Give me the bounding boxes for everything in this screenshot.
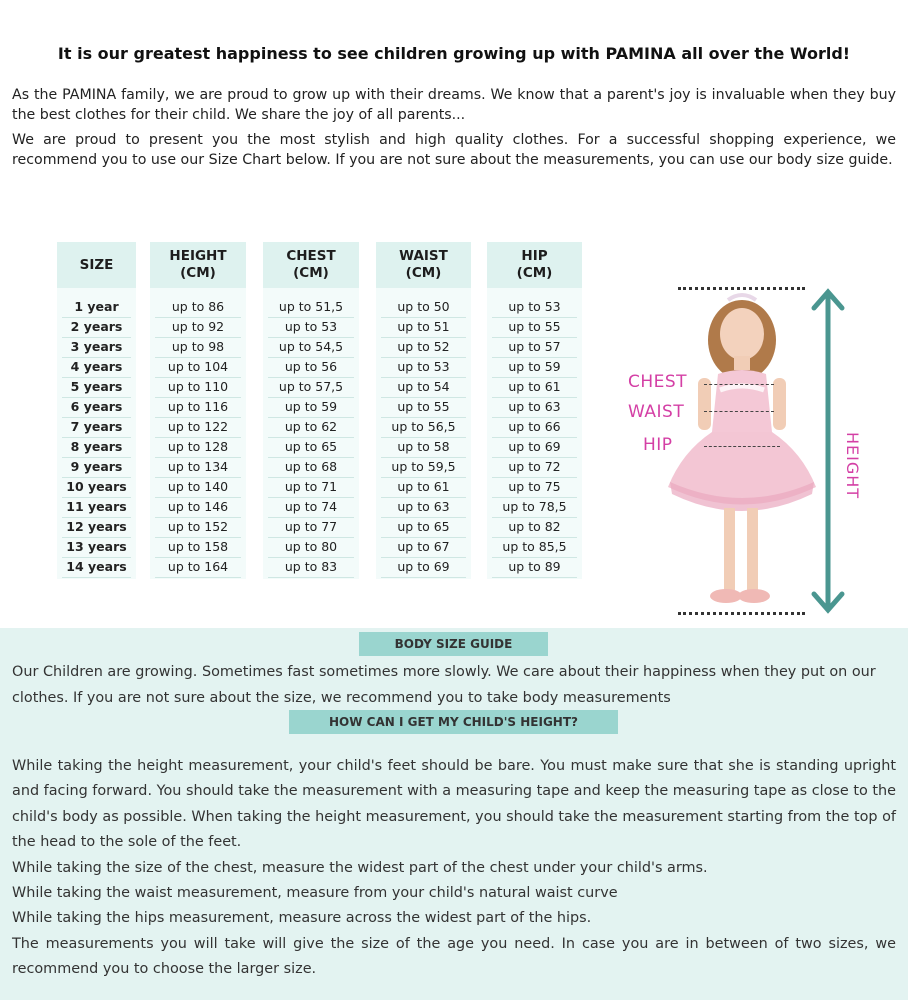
height-column-body (150, 288, 246, 579)
size-cell: 8 years (62, 438, 131, 458)
height-cell: up to 92 (155, 318, 241, 338)
size-cell: 1 year (62, 298, 131, 318)
waist-cell: up to 53 (381, 358, 466, 378)
waist-cell: up to 67 (381, 538, 466, 558)
intro-paragraph-1: As the PAMINA family, we are proud to grow up with their dreams. We know that a parent's joy is invaluable when they buy the best clothes for their child. We share the joy of all parents... (12, 87, 896, 123)
size-cell: 11 years (62, 498, 131, 518)
height-instruction: While taking the height measurement, your child's feet should be bare. You must make sure that she is standing upright and facing forward. You should take the measurement with a measuring tape and keep the measuring tape as close to the child's body as possible. When taking the height measurement, you should take the measurement starting from the top of the head to the sole of the feet. (12, 758, 896, 851)
waist-label: WAIST (628, 402, 685, 422)
chest-cell: up to 71 (268, 478, 354, 498)
height-cell: up to 116 (155, 398, 241, 418)
waist-cell: up to 54 (381, 378, 466, 398)
size-cell: 4 years (62, 358, 131, 378)
body-size-guide (0, 628, 908, 1000)
chest-column-body (263, 288, 359, 579)
size-cell: 14 years (62, 558, 131, 578)
height-cell: up to 110 (155, 378, 241, 398)
waist-cell: up to 69 (381, 558, 466, 578)
hip-cell: up to 63 (492, 398, 577, 418)
height-header (150, 242, 246, 288)
height-label: HEIGHT (843, 432, 862, 500)
size-cell: 2 years (62, 318, 131, 338)
waist-marker-line (704, 411, 774, 412)
waist-cell: up to 63 (381, 498, 466, 518)
hip-cell: up to 53 (492, 298, 577, 318)
size-cell: 12 years (62, 518, 131, 538)
chest-cell: up to 83 (268, 558, 354, 578)
hip-cell: up to 75 (492, 478, 577, 498)
child-dress-illustration (662, 282, 822, 612)
hip-header (487, 242, 582, 288)
height-cell: up to 122 (155, 418, 241, 438)
chest-cell: up to 57,5 (268, 378, 354, 398)
chest-cell: up to 80 (268, 538, 354, 558)
chest-cell: up to 74 (268, 498, 354, 518)
size-cell: 3 years (62, 338, 131, 358)
size-cell: 6 years (62, 398, 131, 418)
hip-cell: up to 57 (492, 338, 577, 358)
chest-cell: up to 51,5 (268, 298, 354, 318)
waist-cell: up to 58 (381, 438, 466, 458)
chest-cell: up to 68 (268, 458, 354, 478)
waist-cell: up to 61 (381, 478, 466, 498)
hip-column (487, 242, 582, 579)
hip-cell: up to 89 (492, 558, 577, 578)
hip-column-body (487, 288, 582, 579)
waist-cell: up to 51 (381, 318, 466, 338)
height-column (150, 242, 246, 579)
height-cell: up to 104 (155, 358, 241, 378)
height-cell: up to 164 (155, 558, 241, 578)
waist-header-label: WAIST (CM) (399, 248, 448, 281)
waist-cell: up to 59,5 (381, 458, 466, 478)
hip-cell: up to 69 (492, 438, 577, 458)
chest-header-label: CHEST (CM) (286, 248, 336, 281)
child-height-tag: HOW CAN I GET MY CHILD'S HEIGHT? (289, 710, 618, 734)
hip-cell: up to 82 (492, 518, 577, 538)
hip-cell: up to 59 (492, 358, 577, 378)
hip-marker-line (704, 446, 780, 447)
measurement-figure (600, 262, 900, 622)
waist-column-body (376, 288, 471, 579)
bottom-dotted-line (678, 612, 805, 615)
size-cell: 13 years (62, 538, 131, 558)
chest-cell: up to 77 (268, 518, 354, 538)
chest-column (263, 242, 359, 579)
height-cell: up to 140 (155, 478, 241, 498)
hip-cell: up to 72 (492, 458, 577, 478)
height-header-label: HEIGHT (CM) (169, 248, 227, 281)
hips-instruction: While taking the hips measurement, measure across the widest part of the hips. (12, 910, 592, 927)
hip-label: HIP (643, 435, 673, 455)
chest-marker-line (704, 384, 774, 385)
chest-cell: up to 65 (268, 438, 354, 458)
guide-instructions (12, 754, 896, 983)
hip-cell: up to 85,5 (492, 538, 577, 558)
chest-cell: up to 62 (268, 418, 354, 438)
waist-cell: up to 50 (381, 298, 466, 318)
size-cell: 10 years (62, 478, 131, 498)
chest-header (263, 242, 359, 288)
final-recommendation: The measurements you will take will give the size of the age you need. In case you are in between of two sizes, we recommend you to choose the larger size. (12, 935, 896, 978)
height-cell: up to 128 (155, 438, 241, 458)
size-cell: 9 years (62, 458, 131, 478)
height-cell: up to 152 (155, 518, 241, 538)
waist-cell: up to 55 (381, 398, 466, 418)
height-cell: up to 86 (155, 298, 241, 318)
chest-label: CHEST (628, 372, 688, 392)
size-cell: 5 years (62, 378, 131, 398)
height-cell: up to 98 (155, 338, 241, 358)
body-size-guide-tag: BODY SIZE GUIDE (359, 632, 548, 656)
size-column-body (57, 288, 136, 579)
hip-cell: up to 61 (492, 378, 577, 398)
guide-intro-text: Our Children are growing. Sometimes fast sometimes more slowly. We care about their happiness when they put on our clothes. If you are not sure about the size, we recommend you to take body measurements (12, 664, 876, 706)
size-column (57, 242, 136, 579)
chest-cell: up to 59 (268, 398, 354, 418)
chest-instruction: While taking the size of the chest, measure the widest part of the chest under your child's arms. (12, 859, 708, 876)
hip-cell: up to 78,5 (492, 498, 577, 518)
chest-cell: up to 54,5 (268, 338, 354, 358)
height-arrow-icon (808, 286, 848, 616)
hip-header-label: HIP (CM) (516, 248, 553, 281)
waist-header (376, 242, 471, 288)
height-cell: up to 134 (155, 458, 241, 478)
height-cell: up to 146 (155, 498, 241, 518)
height-cell: up to 158 (155, 538, 241, 558)
waist-cell: up to 52 (381, 338, 466, 358)
hip-cell: up to 55 (492, 318, 577, 338)
intro-paragraph-2: We are proud to present you the most stylish and high quality clothes. For a successful shopping experience, we recommend you to use our Size Chart below. If you are not sure about the measurements, you can use our body size guide. (12, 132, 896, 168)
page-headline: It is our greatest happiness to see children growing up with PAMINA all over the World! (57, 44, 851, 63)
waist-instruction: While taking the waist measurement, measure from your child's natural waist curve (12, 885, 618, 902)
size-header: SIZE (57, 242, 136, 288)
size-cell: 7 years (62, 418, 131, 438)
hip-cell: up to 66 (492, 418, 577, 438)
waist-cell: up to 56,5 (381, 418, 466, 438)
waist-column (376, 242, 471, 579)
chest-cell: up to 56 (268, 358, 354, 378)
waist-cell: up to 65 (381, 518, 466, 538)
chest-cell: up to 53 (268, 318, 354, 338)
